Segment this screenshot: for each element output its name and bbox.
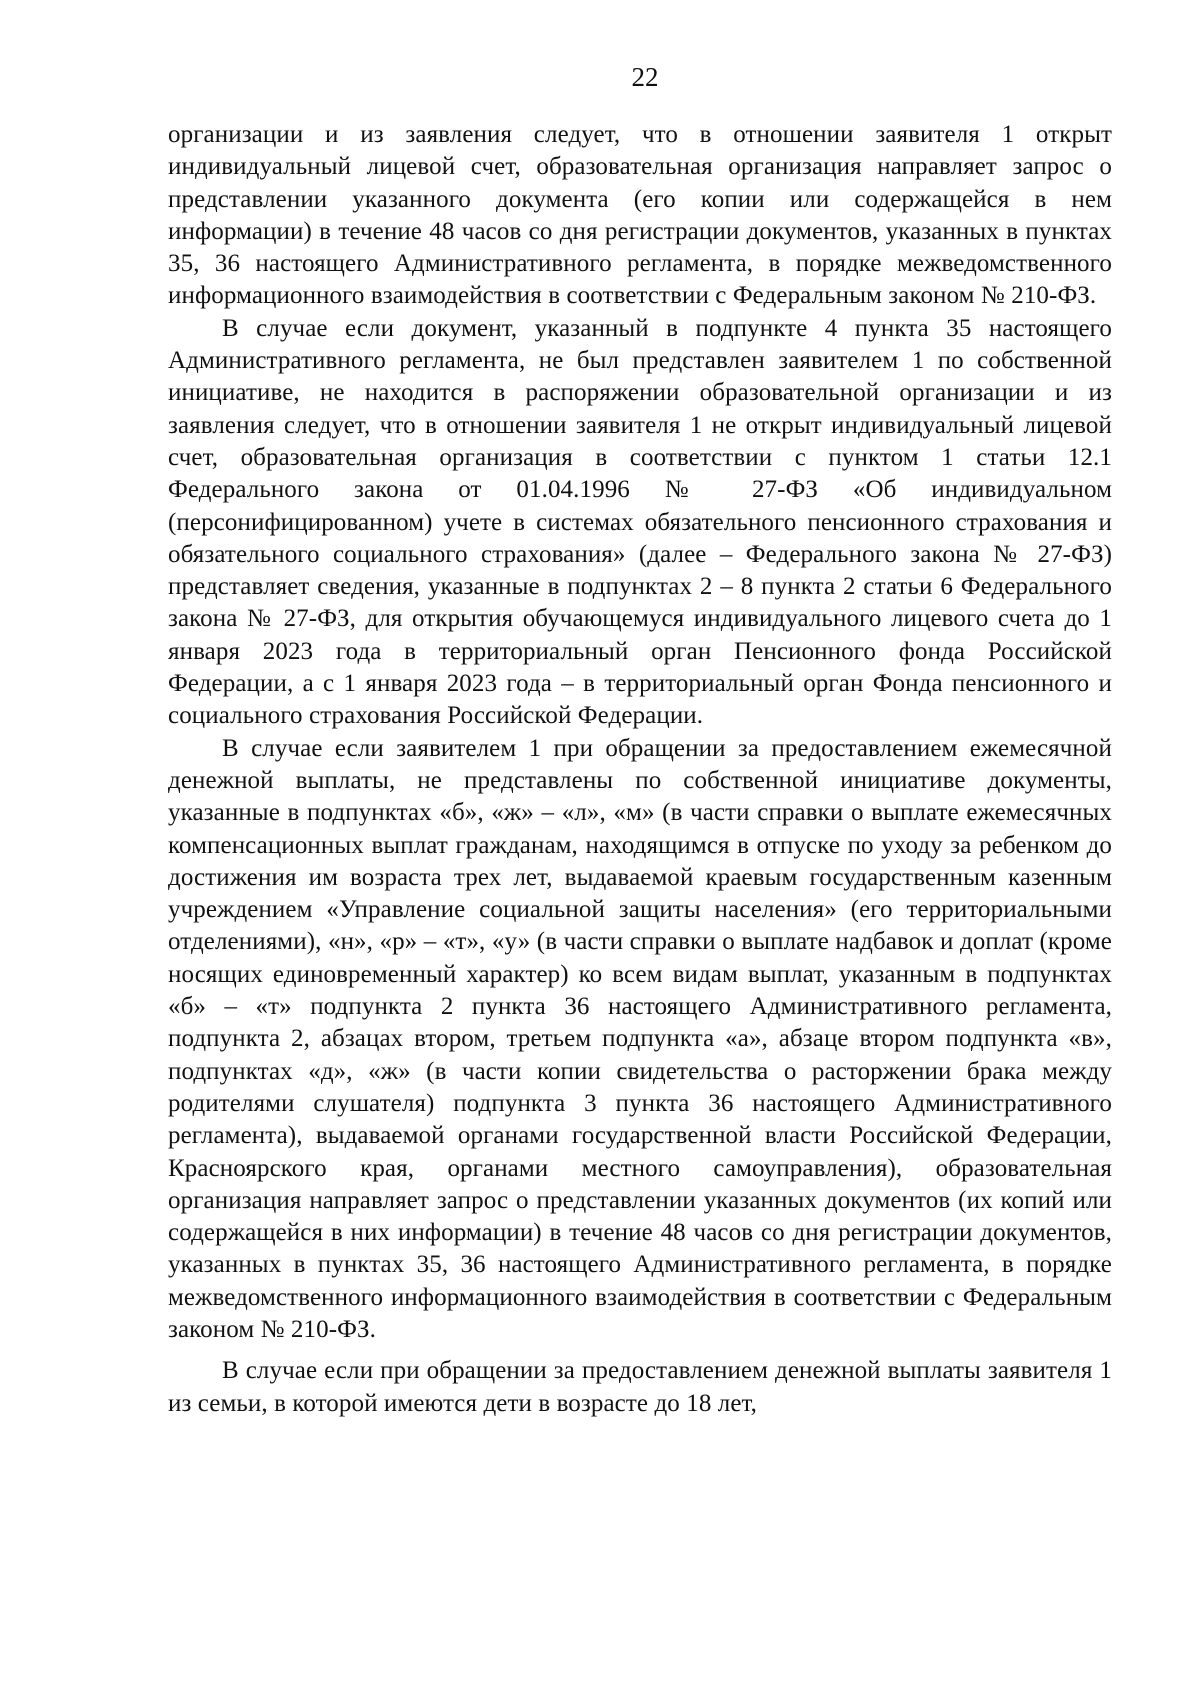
document-body [168,119,1112,1420]
paragraph-monthly-payment: В случае если заявителем 1 при обращении за предоставлением ежемесячной денежной выплаты, не представлены по собственной инициативе документы, указанные в подпунктах «б», «ж» – «л», «м» (в части справки о выплате ежемесячных компенсационных выплат гражданам, находящимся в отпуске по уходу за ребенком до достижения им возраста трех лет, выдаваемой краевым государственным казенным учреждением «Управление социальной защиты населения» (его территориальными отделениями), «н», «р» – «т», «у» (в части справки о выплате надбавок и доплат (кроме носящих единовременный характер) ко всем видам выплат, указанным в подпунктах «б» – «т» подпункта 2 пункта 36 настоящего Административного регламента, подпункта 2, абзацах втором, третьем подпункта «а», абзаце втором подпункта «в», подпунктах «д», «ж» (в части копии свидетельства о расторжении брака между родителями слушателя) подпункта 3 пункта 36 настоящего Административного регламента), выдаваемой органами государственной власти Российской Федерации, Красноярского края, органами местного самоуправления), образовательная организация направляет запрос о представлении указанных документов (их копий или содержащейся в них информации) в течение 48 часов со дня регистрации документов, указанных в пунктах 35, 36 настоящего Административного регламента, в порядке межведомственного информационного взаимодействия в соответствии с Федеральным законом № 210-ФЗ. [168,734,1112,1343]
paragraph-family-children: В случае если при обращении за предоставлением денежной выплаты заявителя 1 из семьи, в которой имеются дети в возрасте до 18 лет, [168,1357,1112,1417]
paragraph-continuation: организации и из заявления следует, что в отношении заявителя 1 открыт индивидуальный лицевой счет, образовательная организация направляет запрос о представлении указанного документа (его копии или содержащейся в нем информации) в течение 48 часов со дня регистрации документов, указанных в пунктах 35, 36 настоящего Административного регламента, в порядке межведомственного информационного взаимодействия в соответствии с Федеральным законом № 210-ФЗ. [168,121,1112,310]
paragraph-individual-account: В случае если документ, указанный в подпункте 4 пункта 35 настоящего Административного регламента, не был представлен заявителем 1 по собственной инициативе, не находится в распоряжении образовательной организации и из заявления следует, что в отношении заявителя 1 не открыт индивидуальный лицевой счет, образовательная организация в соответствии с пунктом 1 статьи 12.1 Федерального закона от 01.04.1996 № 27-ФЗ «Об индивидуальном (персонифицированном) учете в системах обязательного пенсионного страхования и обязательного социального страхования» (далее – Федерального закона № 27-ФЗ) представляет сведения, указанные в подпунктах 2 – 8 пункта 2 статьи 6 Федерального закона № 27-ФЗ, для открытия обучающемуся индивидуального лицевого счета до 1 января 2023 года в территориальный орган Пенсионного фонда Российской Федерации, а с 1 января 2023 года – в территориальный орган Фонда пенсионного и социального страхования Российской Федерации. [168,314,1112,730]
page-number: 22 [631,62,659,92]
